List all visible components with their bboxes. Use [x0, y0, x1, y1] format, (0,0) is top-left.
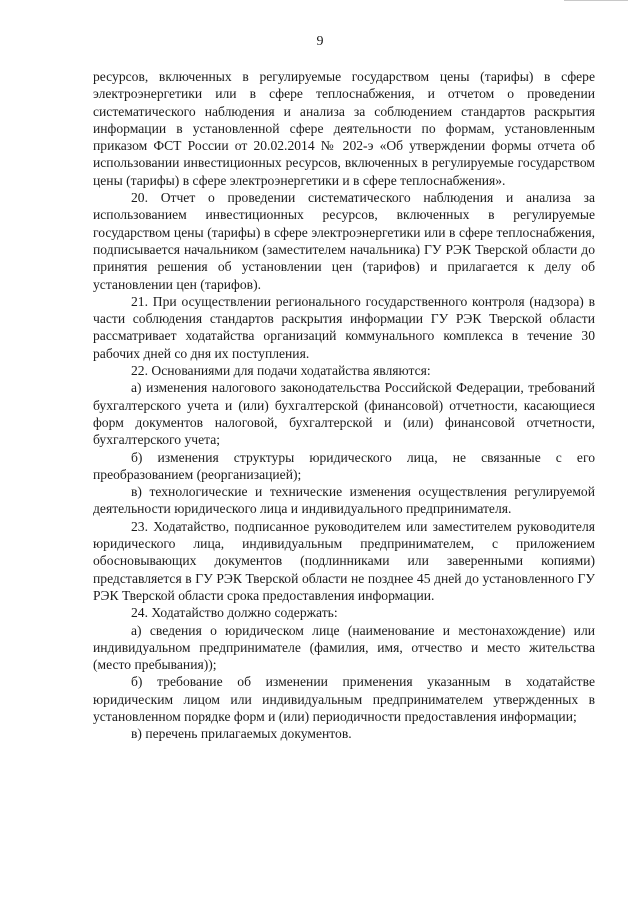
paragraph-continuation: ресурсов, включенных в регулируемые государством цены (тарифы) в сфере электроэнергетики или в сфере теплоснабжения, и отчетом о проведении систематического наблюдения и анализа за соблюдением стандартов раскрытия информации в установленной сфере деятельности по формам, установленным приказом ФСТ России от 20.02.2014 № 202-э «Об утверждении формы отчета об использовании инвестиционных ресурсов, включенных в регулируемые государством цены (тарифы) в сфере электроэнергетики и в сфере теплоснабжения».: [93, 69, 595, 188]
paragraph-22: 22. Основаниями для подачи ходатайства являются:: [131, 363, 431, 379]
corner-mark: [564, 0, 628, 4]
list-item-24b: б) требование об изменении применения указанным в ходатайстве юридическим лицом или индивидуальным предпринимателем утвержденных в установленном порядке форм и (или) периодичности предоставления информации;: [93, 674, 595, 724]
paragraph-20: 20. Отчет о проведении систематического наблюдения и анализа за использованием инвестиционных ресурсов, включенных в регулируемые государством цены (тарифы) в сфере электроэнергетики или в сфере теплоснабжения, подписывается начальником (заместителем начальника) ГУ РЭК Тверской области до принятия решения об установлении цен (тарифов) и прилагается к делу об установлении цен (тарифов).: [93, 190, 595, 292]
page-number: 9: [316, 34, 324, 49]
list-item-24c: в) перечень прилагаемых документов.: [131, 726, 352, 742]
paragraph-23: 23. Ходатайство, подписанное руководителем или заместителем руководителя юридического лица, индивидуальным предпринимателем, с приложением обосновывающих документов (подлинниками или заверенными копиями) представляется в ГУ РЭК Тверской области не позднее 45 дней до установленного ГУ РЭК Тверской области срока предоставления информации.: [93, 518, 595, 603]
document-body: [93, 68, 595, 743]
list-item-22a: а) изменения налогового законодательства Российской Федерации, требований бухгалтерского учета и (или) бухгалтерской (финансовой) отчетности, касающиеся форм документов налоговой, бухгалтерской и (или) финансовой отчетности, бухгалтерского учета;: [93, 380, 595, 448]
paragraph-21: 21. При осуществлении регионального государственного контроля (надзора) в части соблюдения стандартов раскрытия информации ГУ РЭК Тверской области рассматривает ходатайства организаций коммунального комплекса в течение 30 рабочих дней со дня их поступления.: [93, 293, 595, 361]
paragraph-24: 24. Ходатайство должно содержать:: [131, 605, 338, 621]
list-item-22c: в) технологические и технические изменения осуществления регулируемой деятельности юридического лица и индивидуального предпринимателя.: [93, 484, 595, 517]
list-item-24a: а) сведения о юридическом лице (наименование и местонахождение) или индивидуальном предпринимателе (фамилия, имя, отчество и место жительства (место пребывания));: [93, 622, 595, 673]
list-item-22b: б) изменения структуры юридического лица, не связанные с его преобразованием (реорганизацией);: [93, 449, 595, 482]
